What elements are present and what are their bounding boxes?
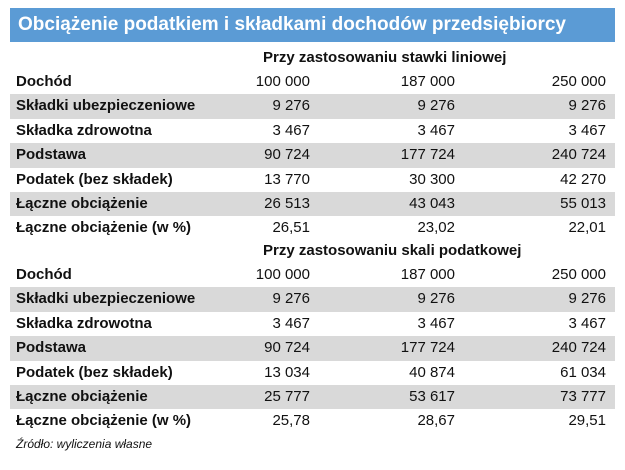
cell-value: 42 270 [560,170,606,188]
cell-value: 3 467 [568,121,606,139]
cell-value: 9 276 [272,290,310,308]
table-row [10,312,615,336]
cell-value: 13 770 [264,170,310,188]
cell-value: 40 874 [409,363,455,381]
cell-value: 250 000 [551,73,606,90]
cell-value: 3 467 [417,121,455,139]
page-title: Obciążenie podatkiem i składkami dochodów przedsiębiorcy [10,8,615,42]
cell-value: 53 617 [409,387,455,405]
cell-value: 250 000 [551,266,606,283]
cell-value: 25,78 [272,412,310,430]
row-label: Składka zdrowotna [16,121,152,139]
row-label: Składki ubezpieczeniowe [16,97,196,115]
cell-value: 55 013 [560,194,606,212]
table-row [10,70,615,94]
row-label: Podstawa [16,146,87,164]
cell-value: 177 724 [400,339,455,357]
cell-value: 3 467 [272,314,310,332]
row-label: Dochód [16,266,72,283]
table-row [10,94,615,118]
row-label: Łączne obciążenie [16,194,148,212]
row-label: Podatek (bez składek) [16,363,173,381]
row-label: Dochód [16,73,72,90]
cell-value: 13 034 [264,363,310,381]
cell-value: 29,51 [568,412,606,430]
cell-value: 22,01 [568,219,606,237]
cell-value: 240 724 [551,339,606,357]
cell-value: 187 000 [400,266,455,283]
cell-value: 9 276 [417,97,455,115]
cell-value: 187 000 [400,73,455,90]
cell-value: 9 276 [272,97,310,115]
section-progressive [10,238,615,434]
row-label: Łączne obciążenie (w %) [16,412,192,430]
table-row [10,143,615,167]
row-label: Podatek (bez składek) [16,170,173,188]
cell-value: 73 777 [560,387,606,405]
cell-value: 23,02 [417,219,455,237]
cell-value: 61 034 [560,363,606,381]
cell-value: 26 513 [264,194,310,212]
table-row [10,336,615,360]
section-heading: Przy zastosowaniu stawki liniowej [263,49,507,66]
cell-value: 9 276 [568,290,606,308]
cell-value: 90 724 [264,146,310,164]
cell-value: 26,51 [272,219,310,237]
cell-value: 100 000 [255,266,310,283]
section-linear [10,45,615,241]
cell-value: 90 724 [264,339,310,357]
table-row [10,192,615,216]
table-row [10,409,615,433]
cell-value: 28,67 [417,412,455,430]
cell-value: 30 300 [409,170,455,188]
row-label: Składka zdrowotna [16,314,152,332]
cell-value: 3 467 [272,121,310,139]
cell-value: 3 467 [417,314,455,332]
cell-value: 3 467 [568,314,606,332]
row-label: Składki ubezpieczeniowe [16,290,196,308]
source-note: Źródło: wyliczenia własne [16,437,153,451]
cell-value: 25 777 [264,387,310,405]
table-row [10,361,615,385]
cell-value: 43 043 [409,194,455,212]
table-row [10,168,615,192]
section-heading: Przy zastosowaniu skali podatkowej [263,242,522,259]
table-row [10,119,615,143]
row-label: Łączne obciążenie (w %) [16,219,192,237]
cell-value: 177 724 [400,146,455,164]
row-label: Podstawa [16,339,87,357]
table-row [10,263,615,287]
row-label: Łączne obciążenie [16,387,148,405]
cell-value: 240 724 [551,146,606,164]
cell-value: 9 276 [568,97,606,115]
cell-value: 9 276 [417,290,455,308]
table-row [10,385,615,409]
cell-value: 100 000 [255,73,310,90]
table-row [10,287,615,311]
